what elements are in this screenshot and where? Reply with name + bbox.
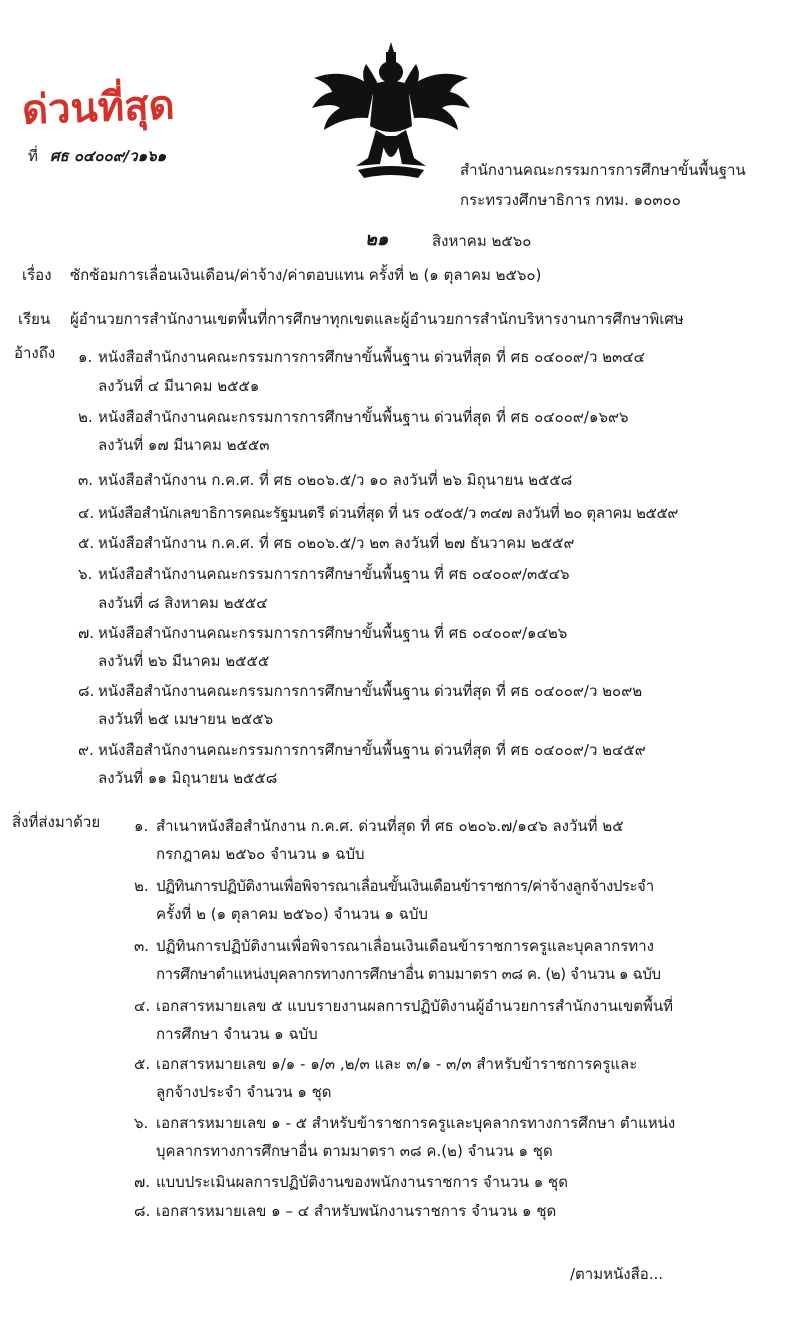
enclosure-num: ๑. <box>134 817 149 835</box>
enclosure-num: ๕. <box>134 1055 151 1073</box>
enclosure-line: ปฏิทินการปฏิบัติงานเพื่อพิจารณาเลื่อนเงินเดือนข้าราชการครูและบุคลากรทาง <box>156 937 654 955</box>
enclosure-line-cont: บุคลากรทางการศึกษาอื่น ตามมาตรา ๓๘ ค.(๒) จำนวน ๑ ชุด <box>156 1142 553 1160</box>
enclosure-line-cont: ครั้งที่ ๒ (๑ ตุลาคม ๒๕๖๐) จำนวน ๑ ฉบับ <box>156 905 428 923</box>
reference-line-cont: ลงวันที่ ๒๖ มีนาคม ๒๕๕๕ <box>98 652 270 670</box>
enclosure-line-cont: ลูกจ้างประจำ จำนวน ๑ ชุด <box>156 1083 332 1101</box>
date-day: ๒๑ <box>365 229 389 250</box>
reference-num: ๒. <box>78 408 93 426</box>
subject-text: ซักซ้อมการเลื่อนเงินเดือน/ค่าจ้าง/ค่าตอบแทน ครั้งที่ ๒ (๑ ตุลาคม ๒๕๖๐) <box>70 266 542 284</box>
reference-num: ๔. <box>78 504 95 522</box>
enclosure-num: ๒. <box>134 877 149 895</box>
reference-line: หนังสือสำนักงานคณะกรรมการการศึกษาขั้นพื้นฐาน ที่ ศธ ๐๔๐๐๙/๓๕๔๖ <box>98 565 570 583</box>
reference-line: หนังสือสำนักงานคณะกรรมการการศึกษาขั้นพื้นฐาน ด่วนที่สุด ที่ ศธ ๐๔๐๐๙/ว ๒๐๙๒ <box>98 682 643 700</box>
enclosure-num: ๔. <box>134 997 151 1015</box>
garuda-emblem-icon <box>306 38 476 188</box>
reference-line-cont: ลงวันที่ ๒๕ เมษายน ๒๕๕๖ <box>98 710 274 728</box>
to-text: ผู้อำนวยการสำนักงานเขตพื้นที่การศึกษาทุกเขตและผู้อำนวยการสำนักบริหารงานการศึกษาพิเศษ <box>70 310 684 328</box>
reference-line: หนังสือสำนักงานคณะกรรมการการศึกษาขั้นพื้นฐาน ที่ ศธ ๐๔๐๐๙/๑๔๒๖ <box>98 624 568 642</box>
reference-line: หนังสือสำนักเลขาธิการคณะรัฐมนตรี ด่วนที่สุด ที่ นร ๐๕๐๕/ว ๓๔๗ ลงวันที่ ๒๐ ตุลาคม ๒๕๕๙ <box>98 504 679 522</box>
enclosure-line: เอกสารหมายเลข ๑ – ๔ สำหรับพนักงานราชการ จำนวน ๑ ชุด <box>156 1202 557 1220</box>
subject-label: เรื่อง <box>22 266 52 284</box>
reference-line: หนังสือสำนักงานคณะกรรมการการศึกษาขั้นพื้นฐาน ด่วนที่สุด ที่ ศธ ๐๔๐๐๙/ว ๒๓๔๔ <box>98 348 646 366</box>
agency-name: สำนักงานคณะกรรมการการศึกษาขั้นพื้นฐาน <box>460 161 746 179</box>
enclosure-line-cont: การศึกษา จำนวน ๑ ฉบับ <box>156 1025 318 1043</box>
reference-line-cont: ลงวันที่ ๘ สิงหาคม ๒๕๕๔ <box>98 594 268 612</box>
reference-num: ๓. <box>78 471 94 489</box>
enclosures-label: สิ่งที่ส่งมาด้วย <box>12 813 101 831</box>
reference-line-cont: ลงวันที่ ๔ มีนาคม ๒๕๕๑ <box>98 377 260 395</box>
enclosure-line-cont: การศึกษาตำแหน่งบุคลากรทางการศึกษาอื่น ตามมาตรา ๓๘ ค. (๒) จำนวน ๑ ฉบับ <box>156 965 661 983</box>
ref-number-value: ศธ ๐๔๐๐๙/ว๑๖๑ <box>50 147 167 165</box>
reference-line-cont: ลงวันที่ ๑๑ มิถุนายน ๒๕๕๘ <box>98 769 278 787</box>
enclosure-line: สำเนาหนังสือสำนักงาน ก.ค.ศ. ด่วนที่สุด ที่ ศธ ๐๒๐๖.๗/๑๔๖ ลงวันที่ ๒๕ <box>156 817 624 835</box>
enclosure-line: เอกสารหมายเลข ๕ แบบรายงานผลการปฏิบัติงานผู้อำนวยการสำนักงานเขตพื้นที่ <box>156 997 673 1015</box>
reference-num: ๗. <box>78 624 95 642</box>
agency-address: กระทรวงศึกษาธิการ กทม. ๑๐๓๐๐ <box>460 191 681 209</box>
ref-number <box>50 146 166 166</box>
ref-label: ที่ <box>28 147 38 165</box>
reference-line-cont: ลงวันที่ ๑๗ มีนาคม ๒๕๕๓ <box>98 436 270 454</box>
enclosure-num: ๓. <box>134 937 150 955</box>
enclosure-line: เอกสารหมายเลข ๑/๑ - ๑/๓ ,๒/๓ และ ๓/๑ - ๓/๓ สำหรับข้าราชการครูและ <box>156 1055 638 1073</box>
enclosure-line-cont: กรกฎาคม ๒๕๖๐ จำนวน ๑ ฉบับ <box>156 845 365 863</box>
urgent-stamp: ด่วนที่สุด <box>21 82 176 134</box>
to-label: เรียน <box>18 310 51 328</box>
reference-line: หนังสือสำนักงาน ก.ค.ศ. ที่ ศธ ๐๒๐๖.๕/ว ๒๓ ลงวันที่ ๒๗ ธันวาคม ๒๕๕๙ <box>98 534 575 552</box>
enclosure-line: ปฏิทินการปฏิบัติงานเพื่อพิจารณาเลื่อนขั้นเงินเดือนข้าราชการ/ค่าจ้างลูกจ้างประจำ <box>156 877 654 895</box>
reference-num: ๘. <box>78 682 95 700</box>
reference-num: ๑. <box>78 348 93 366</box>
reference-num: ๕. <box>78 534 95 552</box>
reference-line: หนังสือสำนักงาน ก.ค.ศ. ที่ ศธ ๐๒๐๖.๕/ว ๑๐ ลงวันที่ ๒๖ มิถุนายน ๒๕๕๘ <box>98 471 573 489</box>
reference-line: หนังสือสำนักงานคณะกรรมการการศึกษาขั้นพื้นฐาน ด่วนที่สุด ที่ ศธ ๐๔๐๐๙/๑๖๙๖ <box>98 408 629 426</box>
enclosure-num: ๘. <box>134 1202 151 1220</box>
reference-num: ๙. <box>78 741 94 759</box>
reference-line: หนังสือสำนักงานคณะกรรมการการศึกษาขั้นพื้นฐาน ด่วนที่สุด ที่ ศธ ๐๔๐๐๙/ว ๒๔๕๙ <box>98 741 646 759</box>
enclosure-line: แบบประเมินผลการปฏิบัติงานของพนักงานราชการ จำนวน ๑ ชุด <box>156 1173 568 1191</box>
continued-marker: /ตามหนังสือ... <box>570 1265 664 1283</box>
reference-num: ๖. <box>78 565 93 583</box>
enclosure-num: ๖. <box>134 1114 149 1132</box>
references-label: อ้างถึง <box>14 344 56 362</box>
enclosure-num: ๗. <box>134 1173 151 1191</box>
enclosure-line: เอกสารหมายเลข ๑ - ๕ สำหรับข้าราชการครูและบุคลากรทางการศึกษา ตำแหน่ง <box>156 1114 676 1132</box>
date-month-year: สิงหาคม ๒๕๖๐ <box>432 232 532 250</box>
